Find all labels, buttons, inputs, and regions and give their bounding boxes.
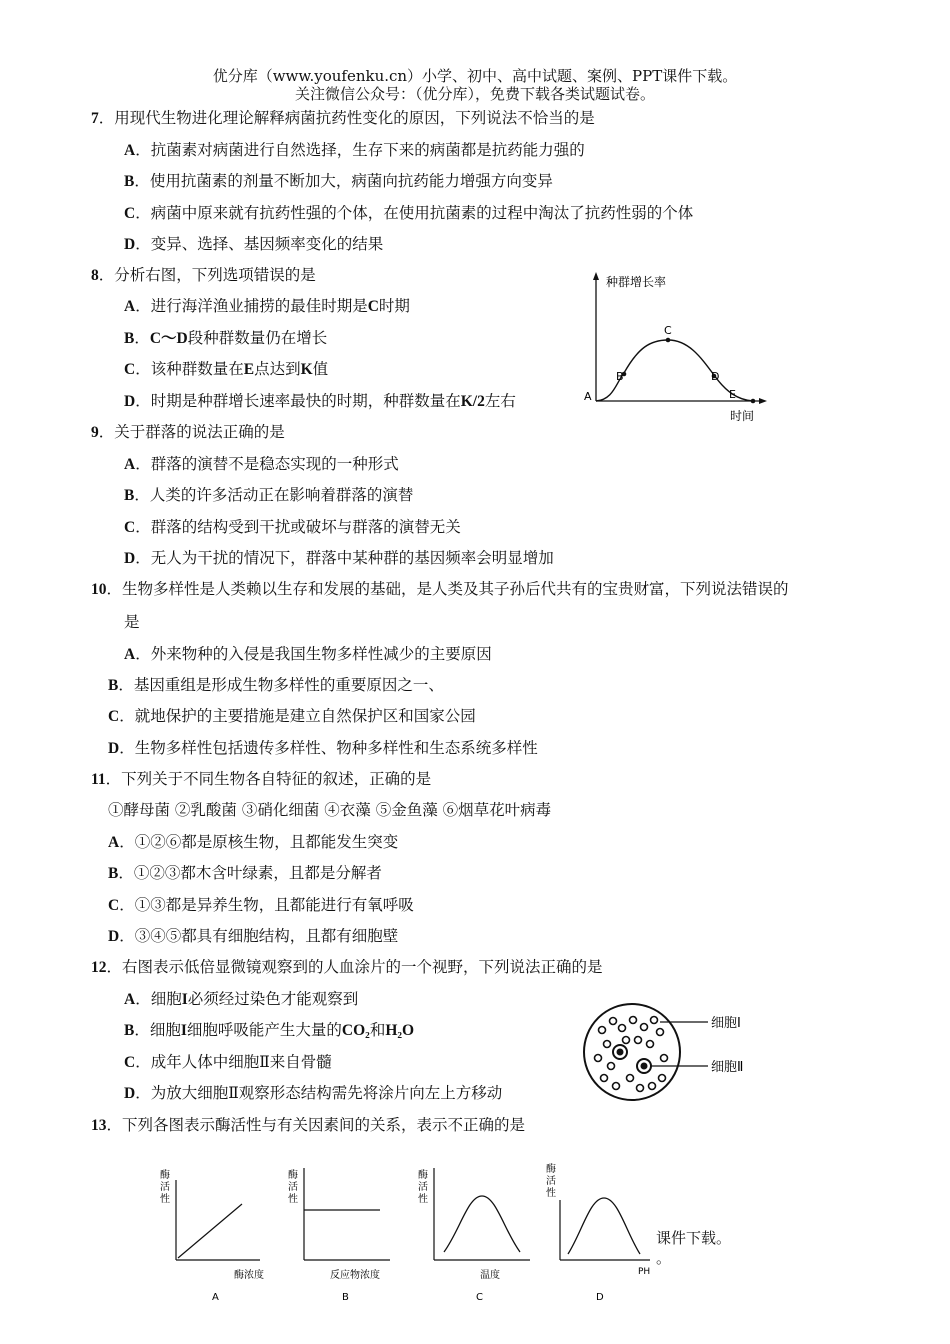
question-9-option-b: B．人类的许多活动正在影响着群落的演替 bbox=[124, 486, 414, 504]
svg-text:活: 活 bbox=[546, 1176, 556, 1187]
question-8-option-d: D．时期是种群增长速率最快的时期，种群数量在K/2左右 bbox=[124, 392, 516, 410]
svg-text:活: 活 bbox=[418, 1182, 428, 1193]
point-d-label: D bbox=[711, 370, 720, 383]
question-9-option-d: D．无人为干扰的情况下，群落中某种群的基因频率会明显增加 bbox=[124, 549, 554, 567]
point-c-label: C bbox=[664, 324, 672, 337]
cell-1-label: 细胞Ⅰ bbox=[711, 1016, 741, 1031]
watermark-text-2: 。 bbox=[656, 1249, 672, 1267]
question-11-option-a: A．①②⑥都是原核生物，且都能发生突变 bbox=[108, 833, 399, 851]
question-11-organism-list: ①酵母菌 ②乳酸菌 ③硝化细菌 ④衣藻 ⑤金鱼藻 ⑥烟草花叶病毒 bbox=[108, 801, 552, 819]
svg-text:性: 性 bbox=[418, 1194, 428, 1205]
microscope-field bbox=[584, 1004, 680, 1100]
graph-d-caption: D bbox=[596, 1292, 604, 1303]
question-10-stem-cont: 是 bbox=[124, 613, 140, 631]
graph-c-xlabel: 温度 bbox=[480, 1270, 500, 1281]
question-10-stem: 10．生物多样性是人类赖以生存和发展的基础，是人类及其子孙后代共有的宝贵财富，下列说法错误的 bbox=[91, 580, 789, 598]
graph-a-line bbox=[178, 1204, 242, 1258]
question-10-option-a: A．外来物种的入侵是我国生物多样性减少的主要原因 bbox=[124, 645, 492, 663]
question-10-option-c: C．就地保护的主要措施是建立自然保护区和国家公园 bbox=[108, 707, 476, 725]
x-axis-label: 时间 bbox=[730, 409, 755, 423]
question-9-option-a: A．群落的演替不是稳态实现的一种形式 bbox=[124, 455, 399, 473]
question-12-option-a: A．细胞I必须经过染色才能观察到 bbox=[124, 990, 359, 1008]
question-9-stem: 9．关于群落的说法正确的是 bbox=[91, 423, 285, 441]
svg-text:活: 活 bbox=[288, 1182, 298, 1193]
question-9-option-c: C．群落的结构受到干扰或破坏与群落的演替无关 bbox=[124, 518, 461, 536]
question-11-option-c: C．①③都是异养生物，且都能进行有氧呼吸 bbox=[108, 896, 414, 914]
header-line-2: 关注微信公众号：（优分库），免费下载各类试题试卷。 bbox=[294, 85, 655, 103]
point-c bbox=[666, 338, 671, 343]
x-axis-arrow bbox=[759, 398, 767, 404]
cell-2-label: 细胞Ⅱ bbox=[711, 1060, 744, 1075]
graph-d-xlabel: PH bbox=[638, 1267, 651, 1277]
question-12-option-c: C．成年人体中细胞Ⅱ来自骨髓 bbox=[124, 1053, 332, 1071]
question-7-stem: 7．用现代生物进化理论解释病菌抗药性变化的原因，下列说法不恰当的是 bbox=[91, 109, 595, 127]
watermark-text: 课件下载。 bbox=[656, 1229, 732, 1247]
graph-a-ylabel-2: 活 bbox=[160, 1182, 170, 1193]
graph-d-curve bbox=[568, 1198, 640, 1254]
question-10-option-b: B．基因重组是形成生物多样性的重要原因之一、 bbox=[108, 676, 444, 694]
y-axis-label: 种群增长率 bbox=[606, 275, 667, 289]
svg-text:性: 性 bbox=[288, 1194, 298, 1205]
question-8-option-c: C．该种群数量在E点达到K值 bbox=[124, 360, 329, 378]
svg-text:酶: 酶 bbox=[546, 1164, 556, 1175]
svg-text:酶: 酶 bbox=[288, 1170, 298, 1181]
question-11-option-d: D．③④⑤都具有细胞结构，且都有细胞壁 bbox=[108, 927, 399, 945]
graph-a-xlabel: 酶浓度 bbox=[234, 1270, 264, 1281]
graph-b-caption: B bbox=[342, 1292, 349, 1303]
question-8-option-a: A．进行海洋渔业捕捞的最佳时期是C时期 bbox=[124, 297, 410, 315]
white-blood-cell-2-nucleus bbox=[641, 1063, 648, 1070]
question-10-option-d: D．生物多样性包括遗传多样性、物种多样性和生态系统多样性 bbox=[108, 739, 538, 757]
question-7-option-a: A．抗菌素对病菌进行自然选择，生存下来的病菌都是抗药能力强的 bbox=[124, 141, 585, 159]
graph-a-ylabel-3: 性 bbox=[160, 1194, 170, 1205]
question-7-option-c: C．病菌中原来就有抗药性强的个体，在使用抗菌素的过程中淘汰了抗药性弱的个体 bbox=[124, 204, 694, 222]
svg-text:性: 性 bbox=[546, 1188, 556, 1199]
graph-c-curve bbox=[444, 1196, 520, 1252]
question-8-stem: 8．分析右图，下列选项错误的是 bbox=[91, 266, 316, 284]
question-12-stem: 12．右图表示低倍显微镜观察到的人血涂片的一个视野，下列说法正确的是 bbox=[91, 958, 603, 976]
red-blood-cells bbox=[595, 1017, 668, 1092]
blood-smear-figure bbox=[580, 1000, 770, 1105]
graph-b-xlabel: 反应物浓度 bbox=[330, 1270, 380, 1281]
question-12-option-b: B．细胞I细胞呼吸能产生大量的CO₂和H₂O bbox=[124, 1021, 415, 1039]
y-axis-arrow bbox=[593, 272, 599, 280]
question-7-option-d: D．变异、选择、基因频率变化的结果 bbox=[124, 235, 384, 253]
graph-b bbox=[288, 1168, 390, 1303]
graph-a-ylabel-1: 酶 bbox=[160, 1170, 170, 1181]
question-11-option-b: B．①②③都木含叶绿素，且都是分解者 bbox=[108, 864, 382, 882]
graph-a bbox=[160, 1168, 264, 1303]
point-a-label: A bbox=[584, 390, 592, 403]
graph-d bbox=[546, 1162, 650, 1303]
question-13-stem: 13．下列各图表示酶活性与有关因素间的关系，表示不正确的是 bbox=[91, 1116, 526, 1134]
question-7-option-b: B．使用抗菌素的剂量不断加大，病菌向抗药能力增强方向变异 bbox=[124, 172, 553, 190]
header-line-1: 优分库（www.youfenku.cn）小学、初中、高中试题、案例、PPT课件下载。 bbox=[212, 67, 738, 85]
graph-c bbox=[418, 1168, 530, 1303]
white-blood-cell-1-nucleus bbox=[617, 1049, 624, 1056]
growth-rate-figure bbox=[578, 268, 773, 428]
question-12-option-d: D．为放大细胞Ⅱ观察形态结构需先将涂片向左上方移动 bbox=[124, 1084, 503, 1102]
svg-text:酶: 酶 bbox=[418, 1170, 428, 1181]
point-b-label: B bbox=[616, 370, 624, 383]
enzyme-activity-graphs bbox=[150, 1160, 670, 1310]
graph-c-caption: C bbox=[476, 1292, 483, 1303]
question-11-stem: 11．下列关于不同生物各自特征的叙述，正确的是 bbox=[91, 770, 432, 788]
graph-a-caption: A bbox=[212, 1292, 219, 1303]
point-e bbox=[751, 399, 756, 404]
question-8-option-b: B．C～D段种群数量仍在增长 bbox=[124, 329, 328, 347]
point-e-label: E bbox=[729, 388, 736, 401]
